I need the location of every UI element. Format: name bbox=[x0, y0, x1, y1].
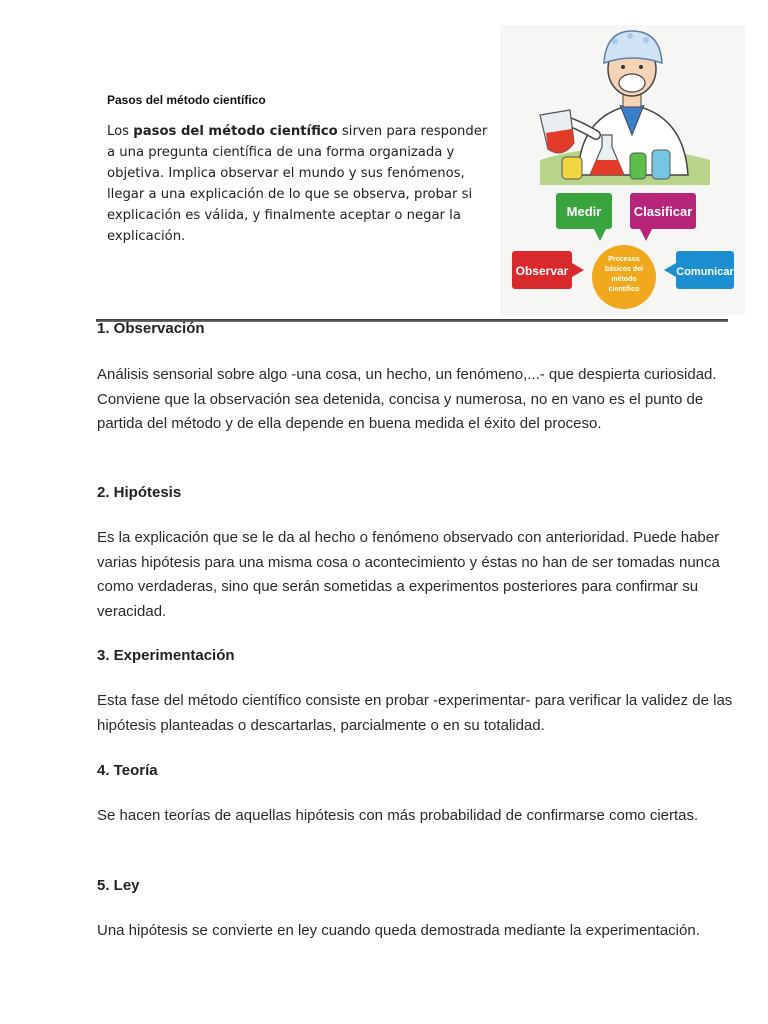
section-title-teoria: 4. Teoría bbox=[97, 762, 158, 779]
section-body-ley: Una hipótesis se convierte en ley cuando queda demostrada mediante la experimentación. bbox=[97, 922, 700, 939]
measure-label: Medir bbox=[566, 204, 602, 219]
center-line-4: científico bbox=[608, 286, 640, 293]
communicate-label: Comunicar bbox=[676, 266, 734, 278]
section-body-experimentacion: Esta fase del método científico consiste en probar -experimentar- para verificar la validez de las hipótesis planteadas o descartarlas, parcialmente o en su totalidad. bbox=[97, 692, 733, 734]
center-line-2: básicos del bbox=[604, 266, 644, 273]
scientist-process-illustration bbox=[500, 25, 745, 315]
observe-label: Observar bbox=[515, 264, 569, 278]
classify-label: Clasificar bbox=[633, 204, 693, 219]
central-process-circle bbox=[592, 245, 656, 309]
section-title-ley: 5. Ley bbox=[97, 877, 140, 894]
intro-text-end: sirven para responder a una pregunta científica de una forma organizada y objetiva. Implica observar el mundo y sus fenómenos, llegar a una explicación de lo que se observa, probar si explicación es válida, y finalmente aceptar o negar la explicación. bbox=[107, 124, 488, 244]
section-body-teoria: Se hacen teorías de aquellas hipótesis con más probabilidad de confirmarse como ciertas. bbox=[97, 807, 699, 824]
section-body-hipotesis: Es la explicación que se le da al hecho o fenómeno observado con anterioridad. Puede haber varias hipótesis para una misma cosa o acontecimiento y éstas no han de ser tomadas nunca como verdaderas, sino que serán sometidas a experimentos posteriores para confirmar su veracidad. bbox=[97, 529, 720, 620]
center-line-3: método bbox=[611, 276, 637, 283]
section-title-experimentacion: 3. Experimentación bbox=[97, 647, 235, 664]
page-heading: Pasos del método científico bbox=[107, 93, 266, 107]
center-line-1: Procesos bbox=[608, 256, 640, 263]
section-title-hipotesis: 2. Hipótesis bbox=[97, 484, 182, 501]
intro-paragraph bbox=[107, 121, 497, 247]
section-body-observacion: Análisis sensorial sobre algo -una cosa, un hecho, un fenómeno,...- que despierta curiosidad. Conviene que la observación sea detenida, concisa y numerosa, no en vano es el punto de partida del método y de ella depende en buena medida el éxito del proceso. bbox=[97, 366, 717, 432]
intro-text-bold: pasos del método científico bbox=[133, 124, 338, 139]
section-title-observacion: 1. Observación bbox=[97, 320, 205, 337]
intro-text-start: Los bbox=[107, 124, 134, 139]
